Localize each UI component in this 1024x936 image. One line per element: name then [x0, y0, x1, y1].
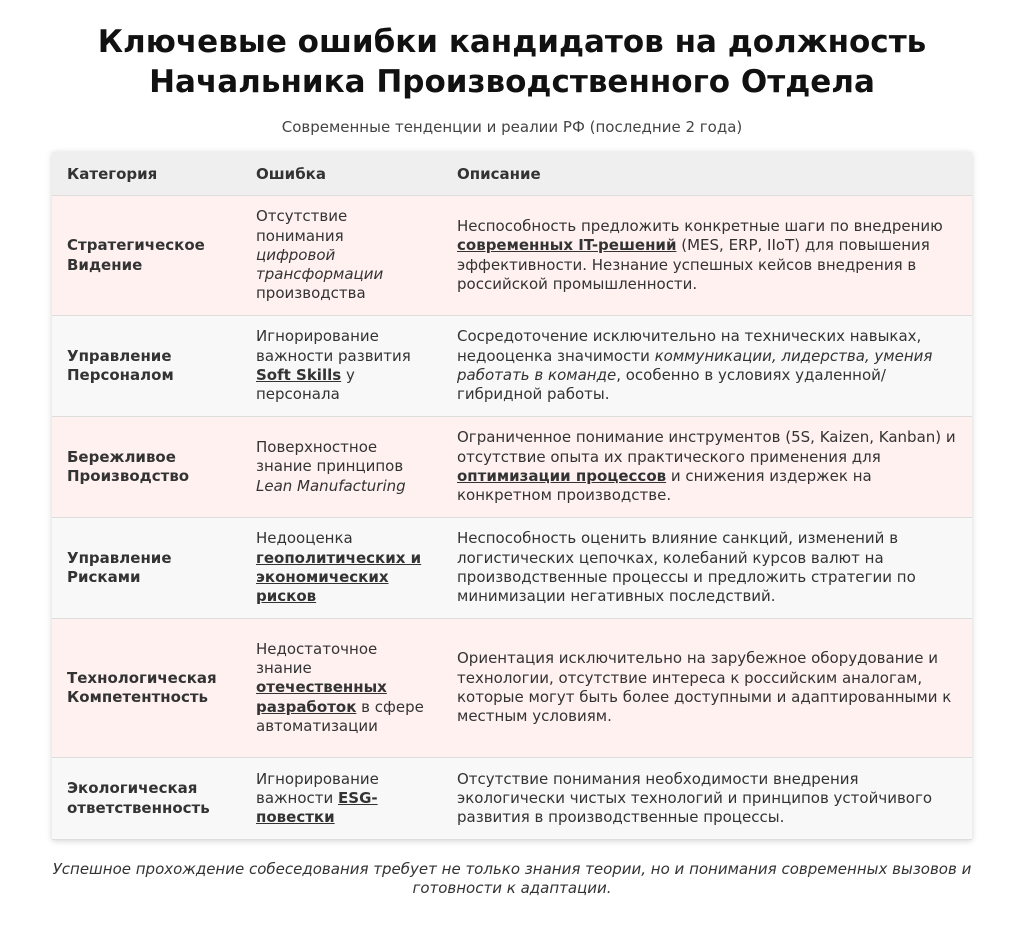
- error-emphasis: отечественных разработок: [256, 678, 387, 716]
- category-line-1: Управление: [67, 346, 172, 365]
- error-text-end: производства: [256, 284, 366, 303]
- row-category: [52, 758, 241, 840]
- errors-table: [52, 152, 972, 840]
- page-subtitle: Современные тенденции и реалии РФ (последние 2 года): [281, 118, 743, 136]
- row-error: [241, 619, 442, 758]
- row-category: [52, 316, 241, 417]
- row-error: [241, 316, 442, 417]
- description-emphasis: оптимизации процессов: [457, 467, 667, 485]
- row-error: [241, 518, 442, 619]
- category-line-2: Производство: [67, 467, 190, 485]
- row-category: [52, 518, 241, 619]
- description-text: Неспособность оценить влияние санкций, изменений в логистических цепочках, колебаний курсов валют на производственные процессы и предложить стратегии по минимизации негативных последствий.: [457, 529, 916, 606]
- row-description: [442, 518, 972, 619]
- table-row: [52, 417, 972, 518]
- title-line-2: Начальника Производственного Отдела: [149, 64, 875, 100]
- category-line-1: Стратегическое: [67, 236, 205, 255]
- error-text: Поверхностное знание принципов: [256, 438, 404, 476]
- error-text: Игнорирование важности: [256, 769, 379, 807]
- table-row: [52, 758, 972, 840]
- error-emphasis: Soft Skills: [256, 366, 342, 384]
- row-category: [52, 196, 241, 316]
- description-text: Сосредоточение исключительно на технических навыках, недооценка значимости: [457, 327, 922, 365]
- error-emphasis: ESG-повестки: [256, 788, 378, 827]
- description-text-end: (MES, ERP, IIoT) для повышения эффективности. Незнание успешных кейсов внедрения в российской промышленности.: [457, 236, 930, 293]
- error-emphasis: геополитических и экономических рисков: [256, 548, 422, 606]
- category-line-1: Технологическая: [67, 668, 217, 687]
- error-text: Недостаточное знание: [256, 639, 378, 678]
- table-header-row: [52, 152, 972, 196]
- table-row: [52, 619, 972, 758]
- description-text: Ориентация исключительно на зарубежное оборудование и технологии, отсутствие интереса к российским аналогам, которые могут быть более доступными и адаптированными к местным условиям.: [457, 649, 952, 726]
- row-description: [442, 316, 972, 417]
- category-line-2: Персоналом: [67, 366, 174, 384]
- description-text: Ограниченное понимание инструментов (5S, Kaizen, Kanban) и отсутствие опыта их практического применения для: [457, 428, 956, 466]
- header-description: Описание: [442, 152, 972, 196]
- row-error: [241, 417, 442, 518]
- description-text: Отсутствие понимания необходимости внедрения экологически чистых технологий и принципов устойчивого развития в производственные процессы.: [457, 769, 933, 827]
- title-line-1: Ключевые ошибки кандидатов на должность: [97, 24, 927, 60]
- header-category: Категория: [52, 152, 241, 196]
- table-row: [52, 518, 972, 619]
- page-title: [0, 22, 1024, 102]
- category-line-2: ответственность: [67, 798, 210, 817]
- row-description: [442, 758, 972, 840]
- description-text-end: и снижения издержек на конкретном производстве.: [457, 467, 872, 505]
- error-text: Игнорирование важности развития: [256, 327, 411, 365]
- description-text: Неспособность предложить конкретные шаги по внедрению: [457, 216, 943, 235]
- description-emphasis: коммуникации, лидерства, умения работать в команде: [457, 346, 933, 384]
- error-emphasis: цифровой трансформации: [256, 245, 384, 284]
- footer-note: Успешное прохождение собеседования требует не только знания теории, но и понимания современных вызовов и готовности к адаптации.: [52, 860, 972, 897]
- row-description: [442, 417, 972, 518]
- category-line-1: Управление: [67, 548, 172, 567]
- description-text-end: , особенно в условиях удаленной/гибридной работы.: [457, 366, 886, 404]
- category-line-2: Компетентность: [67, 688, 209, 706]
- description-emphasis: современных IT-решений: [457, 236, 677, 255]
- error-text-end: у персонала: [256, 366, 355, 404]
- header-error: Ошибка: [241, 152, 442, 196]
- error-text: Отсутствие понимания: [256, 207, 348, 245]
- error-text: Недооценка: [256, 529, 353, 548]
- error-emphasis: Lean Manufacturing: [256, 476, 406, 495]
- category-line-2: Видение: [67, 255, 143, 274]
- category-line-1: Экологическая: [67, 779, 198, 798]
- table-row: [52, 316, 972, 417]
- row-description: [442, 619, 972, 758]
- row-category: [52, 417, 241, 518]
- row-category: [52, 619, 241, 758]
- row-description: [442, 196, 972, 316]
- row-error: [241, 196, 442, 316]
- table-row: [52, 196, 972, 316]
- category-line-2: Рисками: [67, 568, 141, 586]
- category-line-1: Бережливое: [67, 447, 176, 466]
- error-text-end: в сфере автоматизации: [256, 697, 424, 735]
- row-error: [241, 758, 442, 840]
